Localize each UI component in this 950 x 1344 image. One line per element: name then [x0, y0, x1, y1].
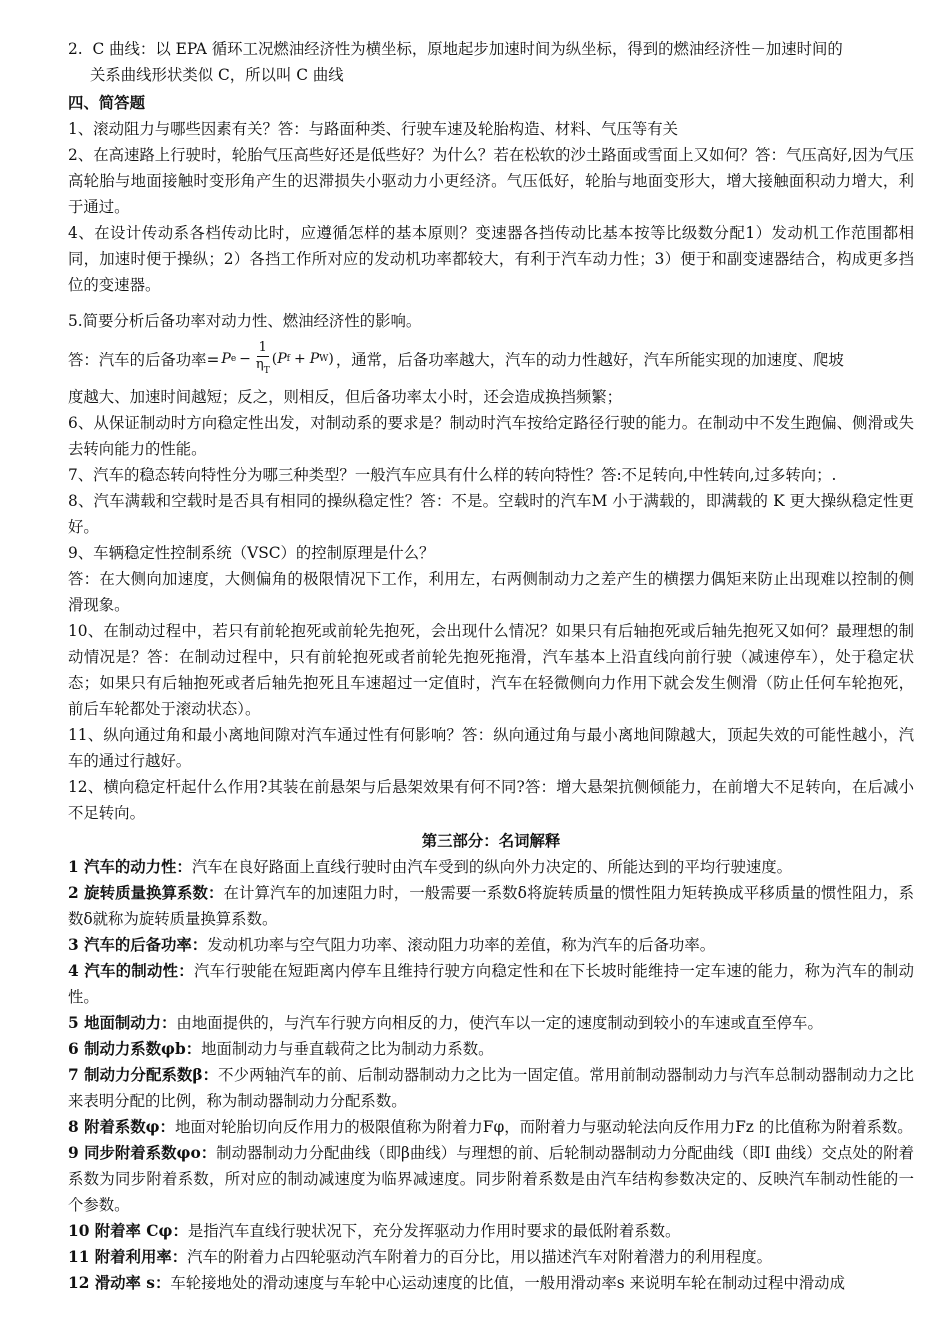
definition-item: 6 制动力系数φb：地面制动力与垂直载荷之比为制动力系数。 [68, 1040, 494, 1058]
question-10: 10、在制动过程中，若只有前轮抱死或前轮先抱死，会出现什么情况？如果只有后轴抱死或后轴先抱死又如何？最理想的制动情况是？答：在制动过程中，只有前轮抱死或者前轮先抱死拖滑，汽车基本上沿直线向前行驶（减速停车），处于稳定状态；如果只有后轴抱死或者后轴先抱死且车速超过一定值时，汽车在轻微侧向力作用下就会发生侧滑（防止任何车轮抱死，前后车轮都处于滚动状态）。 [68, 622, 914, 718]
definition-item: 8 附着系数φ：地面对轮胎切向反作用力的极限值称为附着力Fφ，而附着力与驱动轮法向反作用力Fz 的比值称为附着系数。 [68, 1118, 913, 1136]
question-5-title: 5.简要分析后备功率对动力性、燃油经济性的影响。 [68, 312, 422, 330]
definition-item: 4 汽车的制动性：汽车行驶能在短距离内停车且维持行驶方向稳定性和在下长坡时能维持一定车速的能力，称为汽车的制动性。 [68, 962, 914, 1006]
q5-suffix: ，通常，后备功率越大，汽车的动力性越好，汽车所能实现的加速度、爬坡 [335, 351, 844, 369]
document-page [68, 36, 914, 1296]
question-9-title: 9、车辆稳定性控制系统（VSC）的控制原理是什么？ [68, 544, 435, 562]
definition-item: 9 同步附着系数φo：制动器制动力分配曲线（即β曲线）与理想的前、后轮制动器制动力分配曲线（即I 曲线）交点处的附着系数为同步附着系数，所对应的制动减速度为临界减速度。同步附着系数是由汽车结构参数决定的、反映汽车制动性能的一个参数。 [68, 1144, 914, 1214]
definition-item: 5 地面制动力：由地面提供的，与汽车行驶方向相反的力，使汽车以一定的速度制动到较小的车速或直至停车。 [68, 1014, 823, 1032]
definition-item: 12 滑动率 s：车轮接地处的滑动速度与车轮中心运动速度的比值，一般用滑动率s 来说明车轮在制动过程中滑动成 [68, 1274, 845, 1292]
question-5-answer-line1 [68, 334, 914, 384]
definition-item: 2 旋转质量换算系数：在计算汽车的加速阻力时，一般需要一系数δ将旋转质量的惯性阻力矩转换成平移质量的惯性阻力，系数δ就称为旋转质量换算系数。 [68, 884, 914, 928]
question-12: 12、横向稳定杆起什么作用?其装在前悬架与后悬架效果有何不同?答：增大悬架抗侧倾能力，在前增大不足转向，在后减小不足转向。 [68, 778, 914, 822]
definition-item: 7 制动力分配系数β：不少两轴汽车的前、后制动器制动力之比为一固定值。常用前制动器制动力与汽车总制动器制动力之比来表明分配的比例，称为制动器制动力分配系数。 [68, 1066, 914, 1110]
reserve-power-formula: P e − $\frac{1}{\eta_T}$ ( P f + P W ) [221, 340, 333, 379]
definition-item: 11 附着利用率：汽车的附着力占四轮驱动汽车附着力的百分比，用以描述汽车对附着潜力的利用程度。 [68, 1248, 772, 1266]
question-8: 8、汽车满载和空载时是否具有相同的操纵稳定性？答：不是。空载时的汽车M 小于满载的，即满载的 K 更大操纵稳定性更好。 [68, 492, 914, 536]
question-9-answer: 答：在大侧向加速度，大侧偏角的极限情况下工作，利用左，右两侧制动力之差产生的横摆力偶矩来防止出现难以控制的侧滑现象。 [68, 570, 914, 614]
c-curve-line1: C 曲线：以 EPA 循环工况燃油经济性为横坐标，原地起步加速时间为纵坐标，得到的燃油经济性－加速时间的 [92, 40, 843, 58]
question-5-answer-line2: 度越大、加速时间越短；反之，则相反，但后备功率太小时，还会造成换挡频繁； [68, 388, 623, 406]
question-1: 1、滚动阻力与哪些因素有关？答：与路面种类、行驶车速及轮胎构造、材料、气压等有关 [68, 120, 679, 138]
question-11: 11、纵向通过角和最小离地间隙对汽车通过性有何影响？答：纵向通过角与最小离地间隙越大，顶起失效的可能性越小，汽车的通过行越好。 [68, 726, 914, 770]
question-6: 6、从保证制动时方向稳定性出发，对制动系的要求是？制动时汽车按给定路径行驶的能力。在制动中不发生跑偏、侧滑或失去转向能力的性能。 [68, 414, 914, 458]
section-heading-definitions: 第三部分：名词解释 [421, 832, 561, 850]
question-7: 7、汽车的稳态转向特性分为哪三种类型？一般汽车应具有什么样的转向特性？答:不足转向,中性转向,过多转向；. [68, 466, 837, 484]
definition-item: 3 汽车的后备功率：发动机功率与空气阻力功率、滚动阻力功率的差值，称为汽车的后备功率。 [68, 936, 716, 954]
question-2: 2、在高速路上行驶时，轮胎气压高些好还是低些好？为什么？若在松软的沙土路面或雪面上又如何？答：气压高好,因为气压高轮胎与地面接触时变形角产生的迟滞损失小驱动力小更经济。气压低好，轮胎与地面变形大，增大接触面积动力增大，利于通过。 [68, 146, 914, 216]
q5-prefix: 答：汽车的后备功率= [68, 351, 220, 369]
definition-item: 1 汽车的动力性：汽车在良好路面上直线行驶时由汽车受到的纵向外力决定的、所能达到的平均行驶速度。 [68, 858, 793, 876]
c-curve-line2: 关系曲线形状类似 C，所以叫 C 曲线 [90, 66, 344, 84]
formula-fraction: $\frac{1}{\eta_T}$ [255, 339, 270, 376]
definition-item: 10 附着率 Cφ：是指汽车直线行驶状况下，充分发挥驱动力作用时要求的最低附着系数。 [68, 1222, 681, 1240]
c-curve-number: 2. [68, 40, 83, 58]
question-4: 4、在设计传动系各档传动比时，应遵循怎样的基本原则？变速器各挡传动比基本按等比级数分配1）发动机工作范围都相同，加速时便于操纵；2）各挡工作所对应的发动机功率都较大，有利于汽车动力性；3）便于和副变速器结合，构成更多挡位的变速器。 [68, 224, 914, 294]
section-heading-short-answer: 四、简答题 [68, 94, 145, 112]
definition-list [68, 854, 914, 1296]
c-curve-item [68, 36, 914, 62]
